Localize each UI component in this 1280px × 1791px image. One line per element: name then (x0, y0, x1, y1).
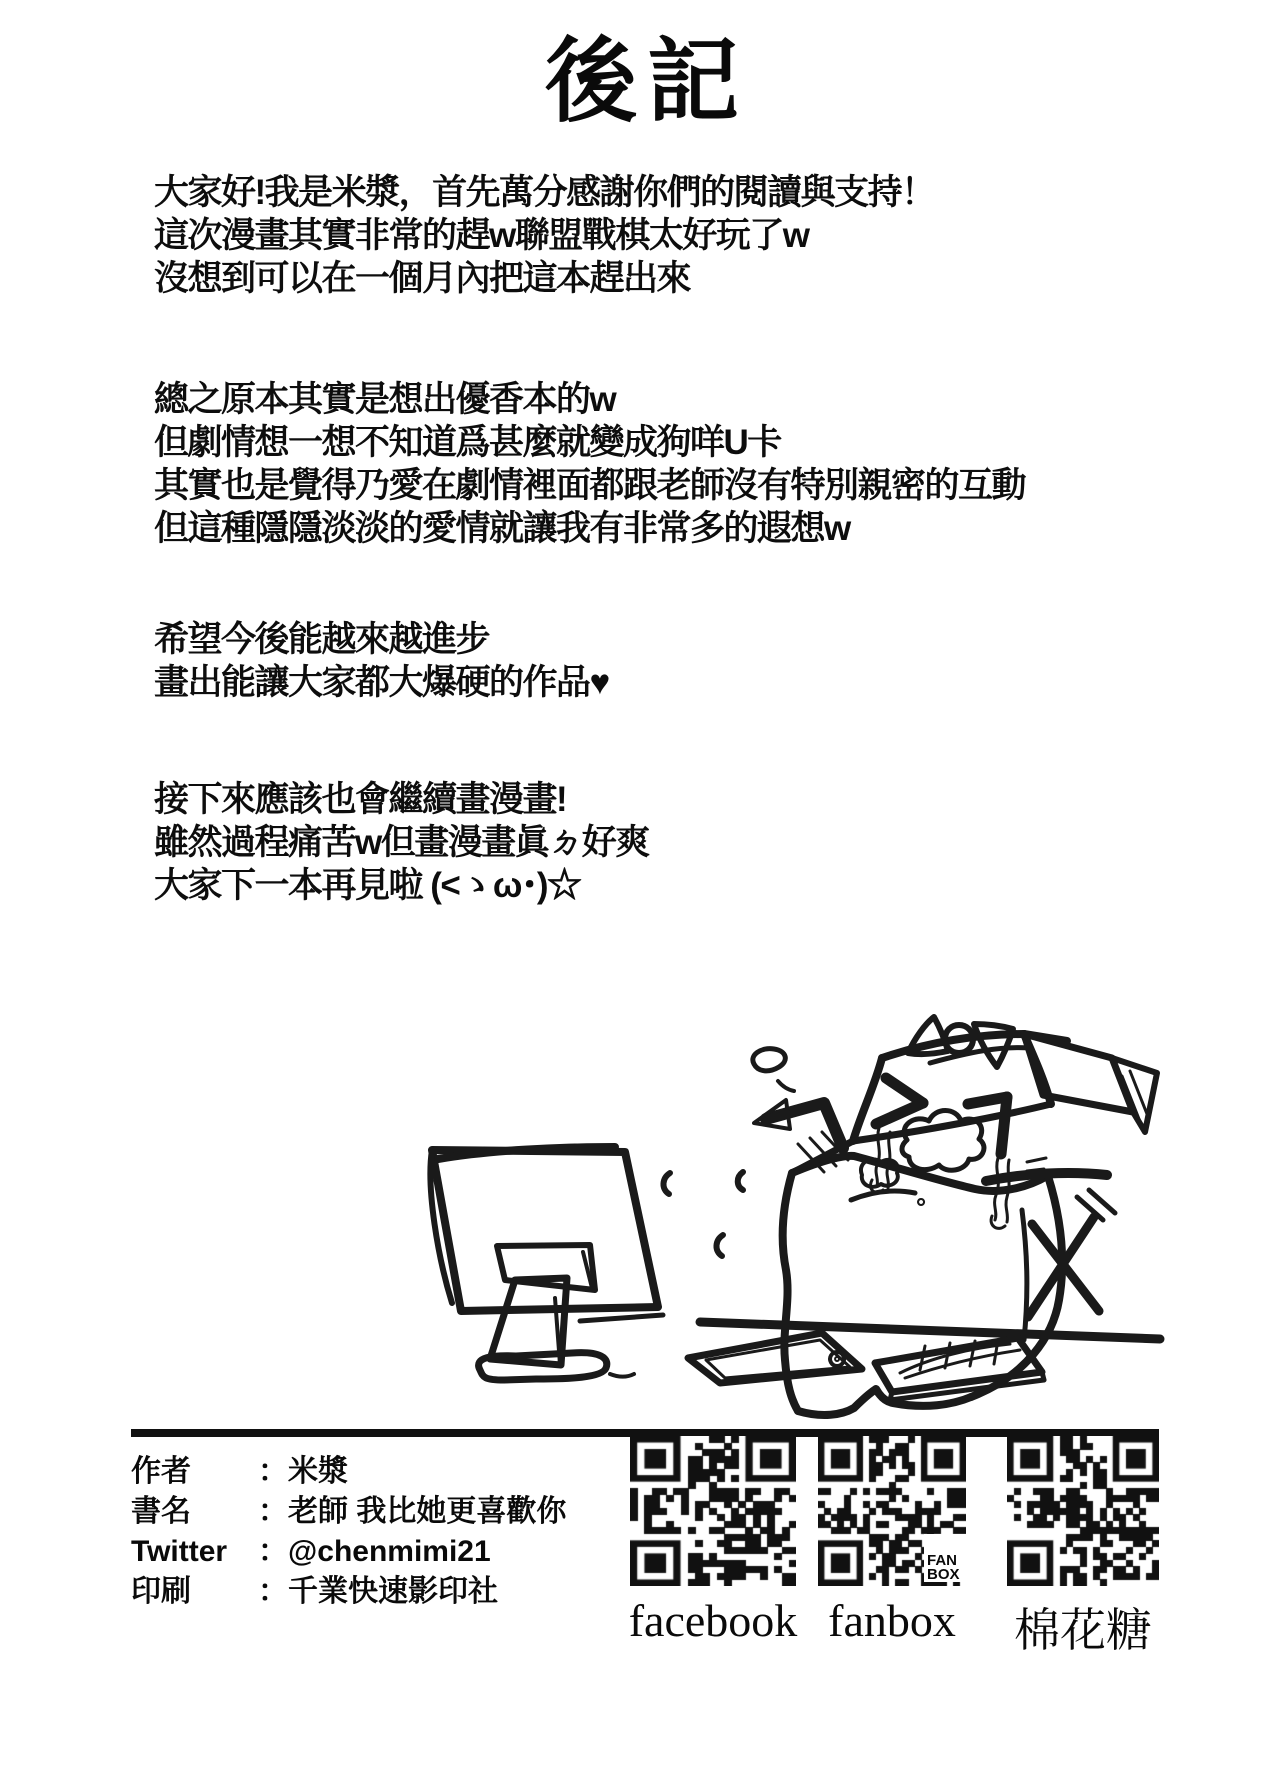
credit-value: 千業快速影印社 (288, 1575, 498, 1608)
credit-separator: ： (258, 1455, 288, 1488)
fanbox-logo-line: BOX (927, 1565, 960, 1583)
marshmallow-qr-block (1007, 1436, 1159, 1656)
text-line: 但這種隱隱淡淡的愛情就讓我有非常多的遐想w (154, 509, 850, 548)
fanbox-logo-line: FAN (927, 1551, 957, 1569)
crying-tissue-box-character (754, 1017, 1157, 1415)
text-line: 大家下一本再見啦 (<ゝω･)☆ (154, 866, 581, 905)
credit-separator: ： (258, 1535, 288, 1568)
credit-row-author (131, 1452, 566, 1492)
text-line: 總之原本其實是想出優香本的w (154, 380, 616, 419)
credit-row-printer (131, 1572, 566, 1612)
credit-value: 老師 我比她更喜歡你 (288, 1495, 567, 1528)
text-line: 雖然過程痛苦w但畫漫畫眞ㄉ好爽 (154, 823, 649, 862)
afterword-text (154, 171, 1204, 907)
facebook-qr-code (630, 1436, 796, 1586)
credit-separator: ： (258, 1495, 288, 1528)
text-line: 這次漫畫其實非常的趕w聯盟戰棋太好玩了w (154, 216, 809, 255)
credit-label: Twitter (131, 1535, 228, 1568)
paragraph-hopes (154, 618, 1204, 704)
text-line: 接下來應該也會繼續畫漫畫! (154, 780, 567, 819)
paragraph-story-notes (154, 378, 1204, 550)
twitter-handle: @chenmimi21 (288, 1535, 491, 1568)
text-line: 畫出能讓大家都大爆硬的作品♥ (154, 663, 609, 702)
credit-row-twitter (131, 1532, 566, 1572)
credit-label: 書名 (131, 1495, 191, 1528)
facebook-qr-label: facebook (628, 1595, 798, 1646)
text-line: 希望今後能越來越進步 (154, 620, 490, 659)
credits-block (131, 1452, 566, 1612)
paragraph-greeting (154, 171, 1204, 300)
credit-separator: ： (258, 1575, 288, 1608)
text-line: 但劇情想一想不知道爲甚麼就變成狗咩U卡 (154, 423, 781, 462)
text-line: 其實也是覺得乃愛在劇情裡面都跟老師沒有特別親密的互動 (154, 466, 1026, 505)
fanbox-logo (924, 1534, 968, 1582)
marshmallow-qr-code (1007, 1436, 1159, 1586)
facebook-qr-block (628, 1436, 798, 1646)
credit-label: 印刷 (131, 1575, 191, 1608)
fanbox-qr-label: fanbox (828, 1595, 956, 1646)
fanbox-qr-block (818, 1436, 966, 1646)
text-line: 大家好!我是米漿，首先萬分感謝你們的閱讀與支持！ (154, 173, 935, 212)
page-title: 後記 (544, 31, 749, 133)
credit-value: 米漿 (288, 1455, 348, 1488)
marshmallow-qr-label: 棉花糖 (1014, 1605, 1152, 1656)
desk-sketch (688, 1322, 1160, 1400)
afterword-illustration (330, 878, 1170, 1423)
monitor-sketch (430, 1147, 663, 1380)
credit-row-book-title (131, 1492, 566, 1532)
sweat-drops (663, 1049, 794, 1256)
text-line: 沒想到可以在一個月內把這本趕出來 (154, 259, 691, 298)
credit-label: 作者 (131, 1455, 191, 1488)
